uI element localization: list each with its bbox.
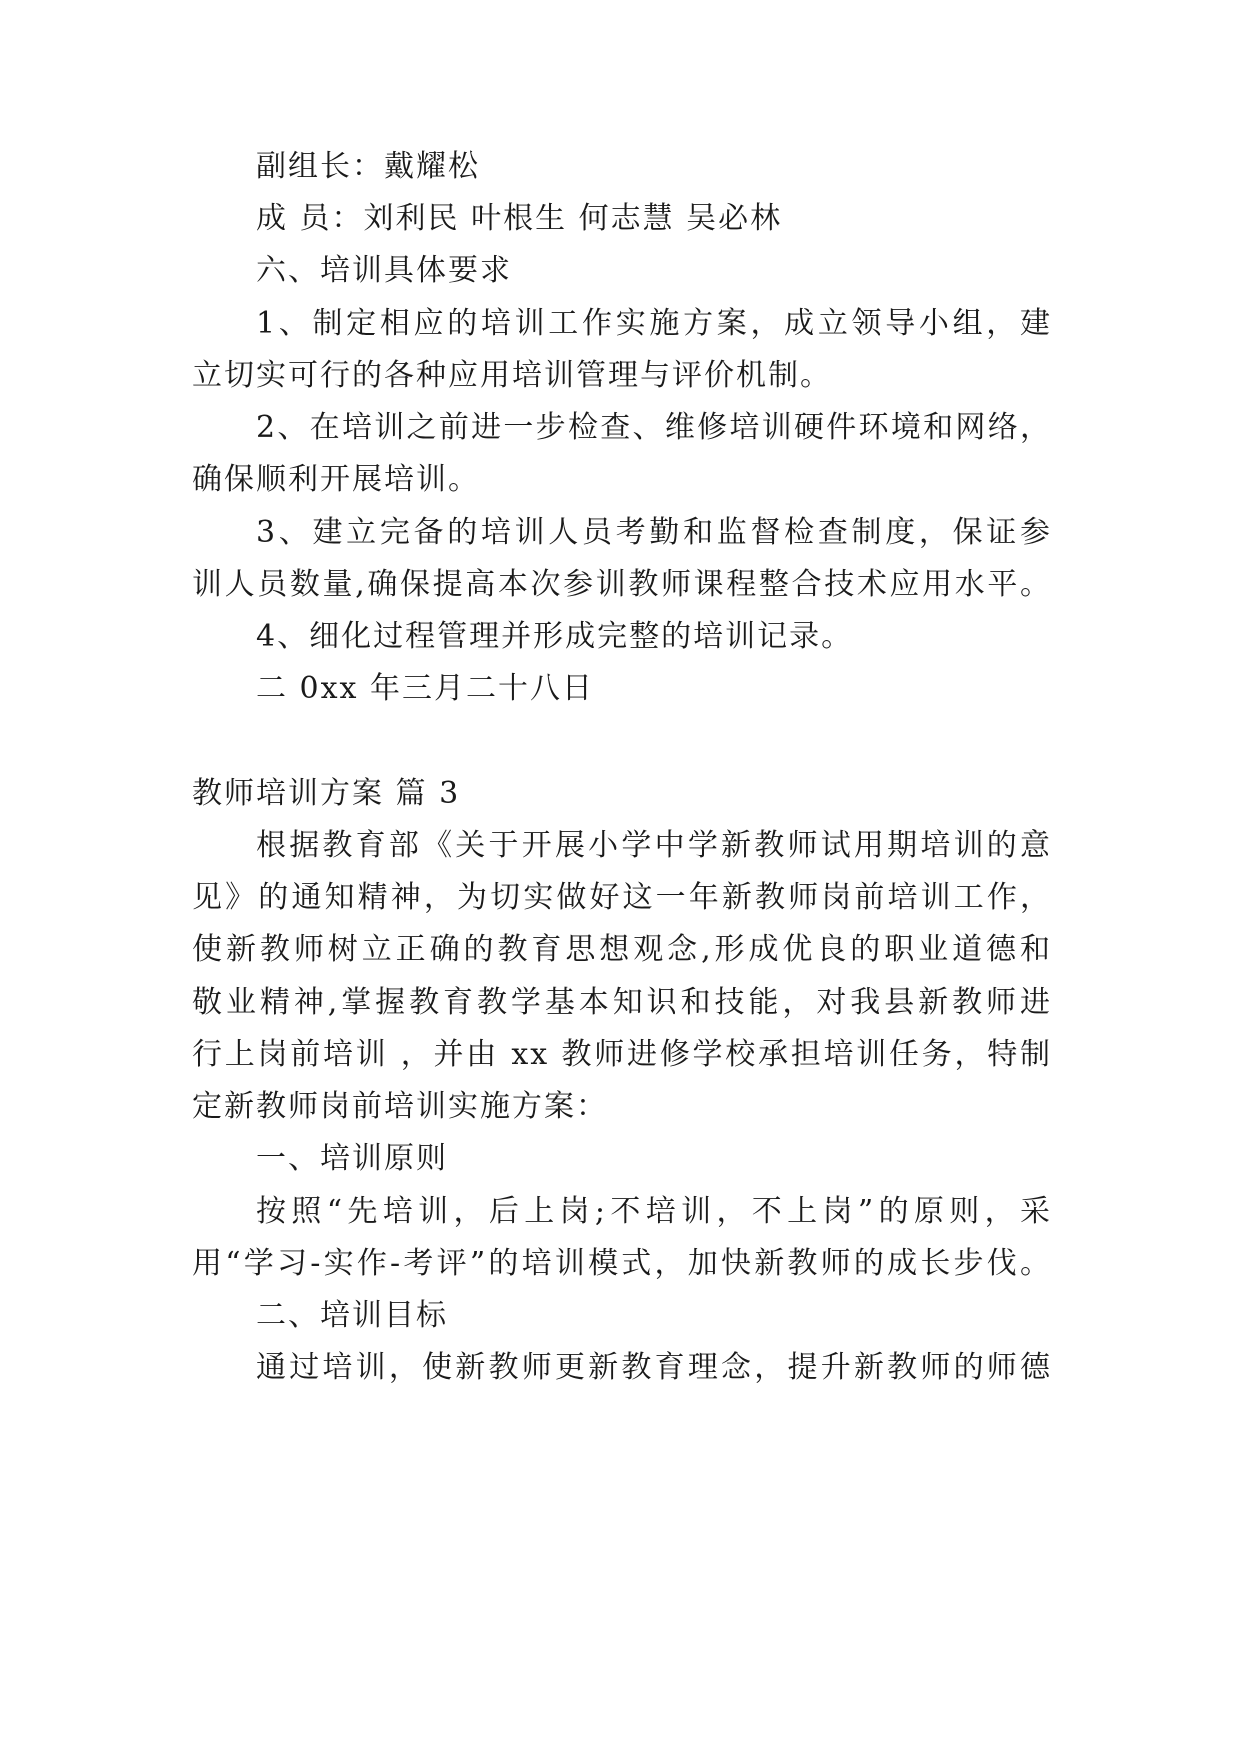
- paragraph-line: 4、细化过程管理并形成完整的培训记录。: [256, 619, 854, 654]
- paragraph-line: 通过培训，使新教师更新教育理念，提升新教师的师德: [256, 1350, 1052, 1385]
- paragraph-line: 训人员数量,确保提高本次参训教师课程整合技术应用水平。: [192, 567, 1052, 602]
- section-title: 教师培训方案 篇 3: [192, 776, 461, 811]
- paragraph-line: 使新教师树立正确的教育思想观念,形成优良的职业道德和: [192, 932, 1052, 967]
- paragraph-line: 1、制定相应的培训工作实施方案，成立领导小组，建: [256, 306, 1052, 341]
- paragraph-line: 定新教师岗前培训实施方案：: [192, 1089, 608, 1124]
- section-heading-goals: 二、培训目标: [256, 1298, 448, 1333]
- date-line: 二 0xx 年三月二十八日: [256, 671, 594, 706]
- paragraph-line: 见》的通知精神，为切实做好这一年新教师岗前培训工作，: [192, 880, 1052, 915]
- paragraph-line: 敬业精神,掌握教育教学基本知识和技能，对我县新教师进: [192, 985, 1052, 1020]
- members-line: 成 员：刘利民 叶根生 何志慧 吴必林: [256, 201, 783, 236]
- section-heading-principle: 一、培训原则: [256, 1141, 448, 1176]
- paragraph-line: 确保顺利开展培训。: [192, 462, 480, 497]
- paragraph-line: 2、在培训之前进一步检查、维修培训硬件环境和网络，: [256, 410, 1052, 445]
- paragraph-line: 立切实可行的各种应用培训管理与评价机制。: [192, 358, 832, 393]
- paragraph-line: 3、建立完备的培训人员考勤和监督检查制度，保证参: [256, 515, 1052, 550]
- paragraph-line: 行上岗前培训 ，并由 xx 教师进修学校承担培训任务，特制: [192, 1037, 1052, 1072]
- paragraph-line: 用“学习-实作-考评”的培训模式，加快新教师的成长步伐。: [192, 1246, 1052, 1281]
- paragraph-line: 根据教育部《关于开展小学中学新教师试用期培训的意: [256, 828, 1052, 863]
- paragraph-line: 按照“先培训，后上岗;不培训，不上岗”的原则，采: [256, 1194, 1052, 1229]
- deputy-leader-line: 副组长：戴耀松: [256, 149, 480, 184]
- section-heading-requirements: 六、培训具体要求: [256, 253, 512, 288]
